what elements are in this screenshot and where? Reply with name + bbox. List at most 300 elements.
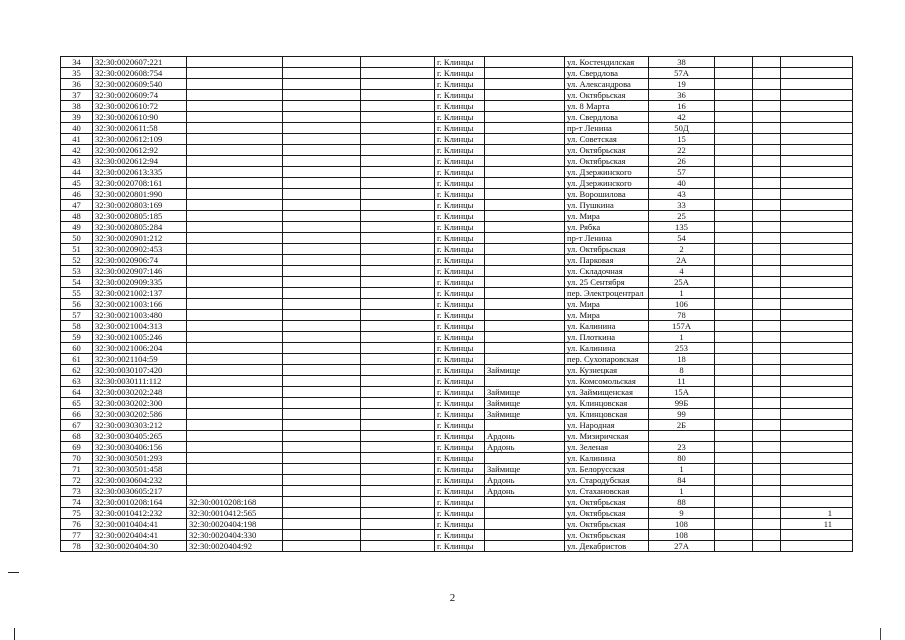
cadastral-number-cell: 32:30:0020909:335: [93, 277, 187, 288]
extra-value-cell: [781, 288, 853, 299]
cadastral-number-cell: 32:30:0020612:109: [93, 134, 187, 145]
extra-value-cell: [781, 145, 853, 156]
row-number-cell: 53: [61, 266, 93, 277]
cadastral-number-cell: 32:30:0020612:94: [93, 156, 187, 167]
cadastral-number-cell: 32:30:0021005:246: [93, 332, 187, 343]
row-number-cell: 73: [61, 486, 93, 497]
secondary-cadastral-number-cell: [187, 134, 283, 145]
empty-cell: [361, 365, 435, 376]
row-number-cell: 50: [61, 233, 93, 244]
row-number-cell: 65: [61, 398, 93, 409]
secondary-cadastral-number-cell: [187, 442, 283, 453]
street-cell: ул. Октябрьская: [565, 519, 649, 530]
empty-cell: [283, 420, 361, 431]
house-number-cell: 54: [649, 233, 715, 244]
extra-value-cell: [781, 244, 853, 255]
district-cell: [485, 145, 565, 156]
empty-cell: [361, 332, 435, 343]
table-row: [61, 332, 853, 343]
city-cell: г. Клинцы: [435, 156, 485, 167]
row-number-cell: 42: [61, 145, 93, 156]
extra-value-cell: [781, 464, 853, 475]
secondary-cadastral-number-cell: [187, 409, 283, 420]
house-number-cell: 15А: [649, 387, 715, 398]
empty-cell: [283, 442, 361, 453]
city-cell: г. Клинцы: [435, 244, 485, 255]
empty-cell: [361, 123, 435, 134]
extra-cell: [715, 354, 753, 365]
extra-cell: [753, 222, 781, 233]
extra-value-cell: [781, 68, 853, 79]
extra-cell: [715, 343, 753, 354]
extra-value-cell: [781, 167, 853, 178]
row-number-cell: 41: [61, 134, 93, 145]
table-row: [61, 486, 853, 497]
street-cell: пер. Сухопаровская: [565, 354, 649, 365]
secondary-cadastral-number-cell: [187, 475, 283, 486]
row-number-cell: 68: [61, 431, 93, 442]
extra-cell: [753, 409, 781, 420]
extra-cell: [715, 266, 753, 277]
secondary-cadastral-number-cell: 32:30:0020404:330: [187, 530, 283, 541]
street-cell: ул. Октябрьская: [565, 508, 649, 519]
extra-cell: [715, 178, 753, 189]
extra-cell: [715, 233, 753, 244]
street-cell: ул. Советская: [565, 134, 649, 145]
extra-value-cell: [781, 200, 853, 211]
street-cell: ул. Свердлова: [565, 112, 649, 123]
extra-cell: [753, 189, 781, 200]
extra-value-cell: [781, 365, 853, 376]
empty-cell: [361, 244, 435, 255]
extra-cell: [715, 464, 753, 475]
district-cell: Займище: [485, 398, 565, 409]
cadastral-number-cell: 32:30:0020803:169: [93, 200, 187, 211]
row-number-cell: 36: [61, 79, 93, 90]
extra-cell: [753, 464, 781, 475]
extra-cell: [715, 277, 753, 288]
secondary-cadastral-number-cell: [187, 310, 283, 321]
district-cell: [485, 420, 565, 431]
secondary-cadastral-number-cell: [187, 79, 283, 90]
extra-value-cell: [781, 178, 853, 189]
row-number-cell: 45: [61, 178, 93, 189]
empty-cell: [283, 365, 361, 376]
house-number-cell: 135: [649, 222, 715, 233]
city-cell: г. Клинцы: [435, 178, 485, 189]
extra-value-cell: [781, 321, 853, 332]
cadastral-number-cell: 32:30:0010208:164: [93, 497, 187, 508]
extra-value-cell: [781, 255, 853, 266]
house-number-cell: 78: [649, 310, 715, 321]
extra-cell: [753, 68, 781, 79]
empty-cell: [283, 266, 361, 277]
cadastral-number-cell: 32:30:0030405:265: [93, 431, 187, 442]
house-number-cell: 36: [649, 90, 715, 101]
empty-cell: [283, 277, 361, 288]
house-number-cell: 16: [649, 101, 715, 112]
extra-value-cell: [781, 79, 853, 90]
extra-value-cell: [781, 211, 853, 222]
secondary-cadastral-number-cell: [187, 255, 283, 266]
extra-cell: [715, 530, 753, 541]
cadastral-number-cell: 32:30:0020610:90: [93, 112, 187, 123]
street-cell: ул. Зеленая: [565, 442, 649, 453]
street-cell: ул. Займищенская: [565, 387, 649, 398]
street-cell: ул. Октябрьская: [565, 90, 649, 101]
extra-cell: [753, 508, 781, 519]
extra-value-cell: [781, 475, 853, 486]
district-cell: Ардонь: [485, 442, 565, 453]
empty-cell: [361, 167, 435, 178]
street-cell: ул. Калинина: [565, 453, 649, 464]
house-number-cell: 57А: [649, 68, 715, 79]
table-row: [61, 167, 853, 178]
extra-cell: [753, 200, 781, 211]
empty-cell: [361, 211, 435, 222]
city-cell: г. Клинцы: [435, 68, 485, 79]
extra-cell: [753, 255, 781, 266]
empty-cell: [283, 167, 361, 178]
extra-value-cell: [781, 299, 853, 310]
cadastral-number-cell: 32:30:0030604:232: [93, 475, 187, 486]
extra-value-cell: [781, 101, 853, 112]
house-number-cell: 23: [649, 442, 715, 453]
row-number-cell: 55: [61, 288, 93, 299]
table-row: [61, 211, 853, 222]
extra-cell: [715, 57, 753, 68]
house-number-cell: 99Б: [649, 398, 715, 409]
table-row: [61, 255, 853, 266]
secondary-cadastral-number-cell: [187, 486, 283, 497]
cadastral-number-cell: 32:30:0020613:335: [93, 167, 187, 178]
district-cell: [485, 123, 565, 134]
table-row: [61, 541, 853, 552]
row-number-cell: 62: [61, 365, 93, 376]
table-row: [61, 442, 853, 453]
page-number: 2: [449, 592, 456, 604]
empty-cell: [361, 189, 435, 200]
district-cell: [485, 497, 565, 508]
extra-value-cell: [781, 343, 853, 354]
house-number-cell: 25: [649, 211, 715, 222]
street-cell: ул. Рябка: [565, 222, 649, 233]
row-number-cell: 40: [61, 123, 93, 134]
extra-cell: [715, 112, 753, 123]
cadastral-number-cell: 32:30:0020801:990: [93, 189, 187, 200]
extra-value-cell: [781, 497, 853, 508]
extra-value-cell: [781, 530, 853, 541]
house-number-cell: 11: [649, 376, 715, 387]
extra-value-cell: [781, 189, 853, 200]
empty-cell: [361, 420, 435, 431]
district-cell: [485, 453, 565, 464]
house-number-cell: 2Б: [649, 420, 715, 431]
street-cell: ул. Мира: [565, 211, 649, 222]
house-number-cell: 99: [649, 409, 715, 420]
empty-cell: [283, 222, 361, 233]
extra-cell: [753, 178, 781, 189]
extra-value-cell: [781, 123, 853, 134]
empty-cell: [361, 497, 435, 508]
house-number-cell: 1: [649, 332, 715, 343]
district-cell: [485, 211, 565, 222]
table-row: [61, 90, 853, 101]
district-cell: [485, 343, 565, 354]
extra-cell: [715, 222, 753, 233]
table-row: [61, 145, 853, 156]
house-number-cell: 43: [649, 189, 715, 200]
extra-cell: [715, 376, 753, 387]
empty-cell: [283, 464, 361, 475]
extra-value-cell: [781, 134, 853, 145]
extra-cell: [753, 233, 781, 244]
cadastral-number-cell: 32:30:0020404:30: [93, 541, 187, 552]
district-cell: Ардонь: [485, 431, 565, 442]
street-cell: ул. Октябрьская: [565, 497, 649, 508]
street-cell: пр-т Ленина: [565, 233, 649, 244]
extra-cell: [753, 57, 781, 68]
extra-cell: [715, 508, 753, 519]
house-number-cell: 88: [649, 497, 715, 508]
district-cell: [485, 508, 565, 519]
row-number-cell: 37: [61, 90, 93, 101]
extra-cell: [715, 255, 753, 266]
secondary-cadastral-number-cell: [187, 101, 283, 112]
extra-cell: [715, 79, 753, 90]
extra-value-cell: 1: [781, 508, 853, 519]
house-number-cell: 4: [649, 266, 715, 277]
empty-cell: [361, 101, 435, 112]
extra-cell: [753, 244, 781, 255]
house-number-cell: 106: [649, 299, 715, 310]
district-cell: [485, 266, 565, 277]
extra-cell: [753, 321, 781, 332]
cadastral-number-cell: 32:30:0020610:72: [93, 101, 187, 112]
secondary-cadastral-number-cell: [187, 233, 283, 244]
district-cell: [485, 68, 565, 79]
secondary-cadastral-number-cell: [187, 321, 283, 332]
empty-cell: [361, 453, 435, 464]
row-number-cell: 47: [61, 200, 93, 211]
district-cell: [485, 277, 565, 288]
secondary-cadastral-number-cell: [187, 90, 283, 101]
cadastral-number-cell: 32:30:0030111:112: [93, 376, 187, 387]
district-cell: [485, 332, 565, 343]
city-cell: г. Клинцы: [435, 409, 485, 420]
table-row: [61, 112, 853, 123]
cadastral-number-cell: 32:30:0030107:420: [93, 365, 187, 376]
extra-cell: [753, 123, 781, 134]
secondary-cadastral-number-cell: [187, 156, 283, 167]
row-number-cell: 58: [61, 321, 93, 332]
city-cell: г. Клинцы: [435, 376, 485, 387]
house-number-cell: 9: [649, 508, 715, 519]
empty-cell: [361, 90, 435, 101]
empty-cell: [361, 409, 435, 420]
secondary-cadastral-number-cell: [187, 167, 283, 178]
cadastral-number-cell: 32:30:0020907:146: [93, 266, 187, 277]
empty-cell: [283, 112, 361, 123]
city-cell: г. Клинцы: [435, 530, 485, 541]
empty-cell: [361, 321, 435, 332]
secondary-cadastral-number-cell: 32:30:0020404:198: [187, 519, 283, 530]
district-cell: [485, 354, 565, 365]
empty-cell: [283, 189, 361, 200]
district-cell: [485, 288, 565, 299]
district-cell: [485, 233, 565, 244]
table-row: [61, 431, 853, 442]
house-number-cell: 33: [649, 200, 715, 211]
extra-cell: [753, 156, 781, 167]
street-cell: ул. Стахановская: [565, 486, 649, 497]
empty-cell: [361, 145, 435, 156]
row-number-cell: 60: [61, 343, 93, 354]
extra-value-cell: [781, 277, 853, 288]
extra-value-cell: [781, 354, 853, 365]
table-row: [61, 387, 853, 398]
street-cell: ул. Александрова: [565, 79, 649, 90]
extra-cell: [753, 530, 781, 541]
house-number-cell: 15: [649, 134, 715, 145]
district-cell: [485, 222, 565, 233]
city-cell: г. Клинцы: [435, 277, 485, 288]
table-row: [61, 266, 853, 277]
empty-cell: [283, 299, 361, 310]
row-number-cell: 66: [61, 409, 93, 420]
empty-cell: [283, 343, 361, 354]
extra-cell: [753, 519, 781, 530]
extra-cell: [753, 310, 781, 321]
empty-cell: [283, 541, 361, 552]
extra-cell: [753, 167, 781, 178]
street-cell: ул. Комсомольская: [565, 376, 649, 387]
row-number-cell: 57: [61, 310, 93, 321]
extra-value-cell: [781, 453, 853, 464]
street-cell: ул. Кузнецкая: [565, 365, 649, 376]
district-cell: [485, 79, 565, 90]
extra-value-cell: [781, 541, 853, 552]
table-row: [61, 299, 853, 310]
extra-cell: [715, 288, 753, 299]
extra-cell: [715, 519, 753, 530]
extra-cell: [715, 101, 753, 112]
secondary-cadastral-number-cell: [187, 200, 283, 211]
row-number-cell: 54: [61, 277, 93, 288]
extra-cell: [753, 442, 781, 453]
extra-cell: [715, 409, 753, 420]
city-cell: г. Клинцы: [435, 541, 485, 552]
extra-cell: [753, 90, 781, 101]
row-number-cell: 59: [61, 332, 93, 343]
empty-cell: [283, 123, 361, 134]
street-cell: ул. 8 Марта: [565, 101, 649, 112]
city-cell: г. Клинцы: [435, 464, 485, 475]
city-cell: г. Клинцы: [435, 398, 485, 409]
extra-cell: [753, 299, 781, 310]
registry-table: [60, 56, 853, 552]
extra-cell: [715, 90, 753, 101]
extra-value-cell: [781, 310, 853, 321]
street-cell: ул. Складочная: [565, 266, 649, 277]
extra-cell: [715, 299, 753, 310]
empty-cell: [283, 508, 361, 519]
extra-cell: [715, 200, 753, 211]
street-cell: ул. Мира: [565, 310, 649, 321]
extra-cell: [753, 112, 781, 123]
cadastral-number-cell: 32:30:0030303:212: [93, 420, 187, 431]
district-cell: [485, 57, 565, 68]
cadastral-number-cell: 32:30:0030202:248: [93, 387, 187, 398]
city-cell: г. Клинцы: [435, 497, 485, 508]
street-cell: ул. 25 Сентября: [565, 277, 649, 288]
house-number-cell: 26: [649, 156, 715, 167]
district-cell: Займище: [485, 387, 565, 398]
extra-cell: [753, 475, 781, 486]
city-cell: г. Клинцы: [435, 90, 485, 101]
extra-value-cell: [781, 233, 853, 244]
table-row: [61, 244, 853, 255]
scan-edge-mark: [8, 572, 19, 573]
cadastral-number-cell: 32:30:0021002:137: [93, 288, 187, 299]
secondary-cadastral-number-cell: [187, 387, 283, 398]
row-number-cell: 78: [61, 541, 93, 552]
house-number-cell: 108: [649, 530, 715, 541]
empty-cell: [283, 200, 361, 211]
empty-cell: [361, 508, 435, 519]
row-number-cell: 44: [61, 167, 93, 178]
extra-value-cell: [781, 332, 853, 343]
extra-cell: [753, 332, 781, 343]
scan-edge-mark: [880, 628, 881, 640]
cadastral-number-cell: 32:30:0020609:74: [93, 90, 187, 101]
row-number-cell: 34: [61, 57, 93, 68]
cadastral-number-cell: 32:30:0020607:221: [93, 57, 187, 68]
empty-cell: [283, 178, 361, 189]
table-row: [61, 178, 853, 189]
street-cell: ул. Клинцовская: [565, 398, 649, 409]
extra-cell: [753, 266, 781, 277]
empty-cell: [283, 57, 361, 68]
street-cell: ул. Ворошилова: [565, 189, 649, 200]
cadastral-number-cell: 32:30:0020805:185: [93, 211, 187, 222]
extra-cell: [753, 343, 781, 354]
house-number-cell: 108: [649, 519, 715, 530]
extra-cell: [753, 365, 781, 376]
secondary-cadastral-number-cell: [187, 189, 283, 200]
empty-cell: [283, 409, 361, 420]
empty-cell: [361, 431, 435, 442]
row-number-cell: 46: [61, 189, 93, 200]
extra-cell: [715, 453, 753, 464]
cadastral-number-cell: 32:30:0020612:92: [93, 145, 187, 156]
extra-cell: [753, 211, 781, 222]
house-number-cell: 25А: [649, 277, 715, 288]
extra-cell: [715, 332, 753, 343]
extra-cell: [753, 79, 781, 90]
city-cell: г. Клинцы: [435, 288, 485, 299]
empty-cell: [361, 79, 435, 90]
house-number-cell: 38: [649, 57, 715, 68]
empty-cell: [283, 211, 361, 222]
house-number-cell: 253: [649, 343, 715, 354]
extra-cell: [753, 354, 781, 365]
extra-cell: [715, 420, 753, 431]
house-number-cell: 19: [649, 79, 715, 90]
empty-cell: [283, 530, 361, 541]
house-number-cell: 40: [649, 178, 715, 189]
extra-cell: [715, 387, 753, 398]
